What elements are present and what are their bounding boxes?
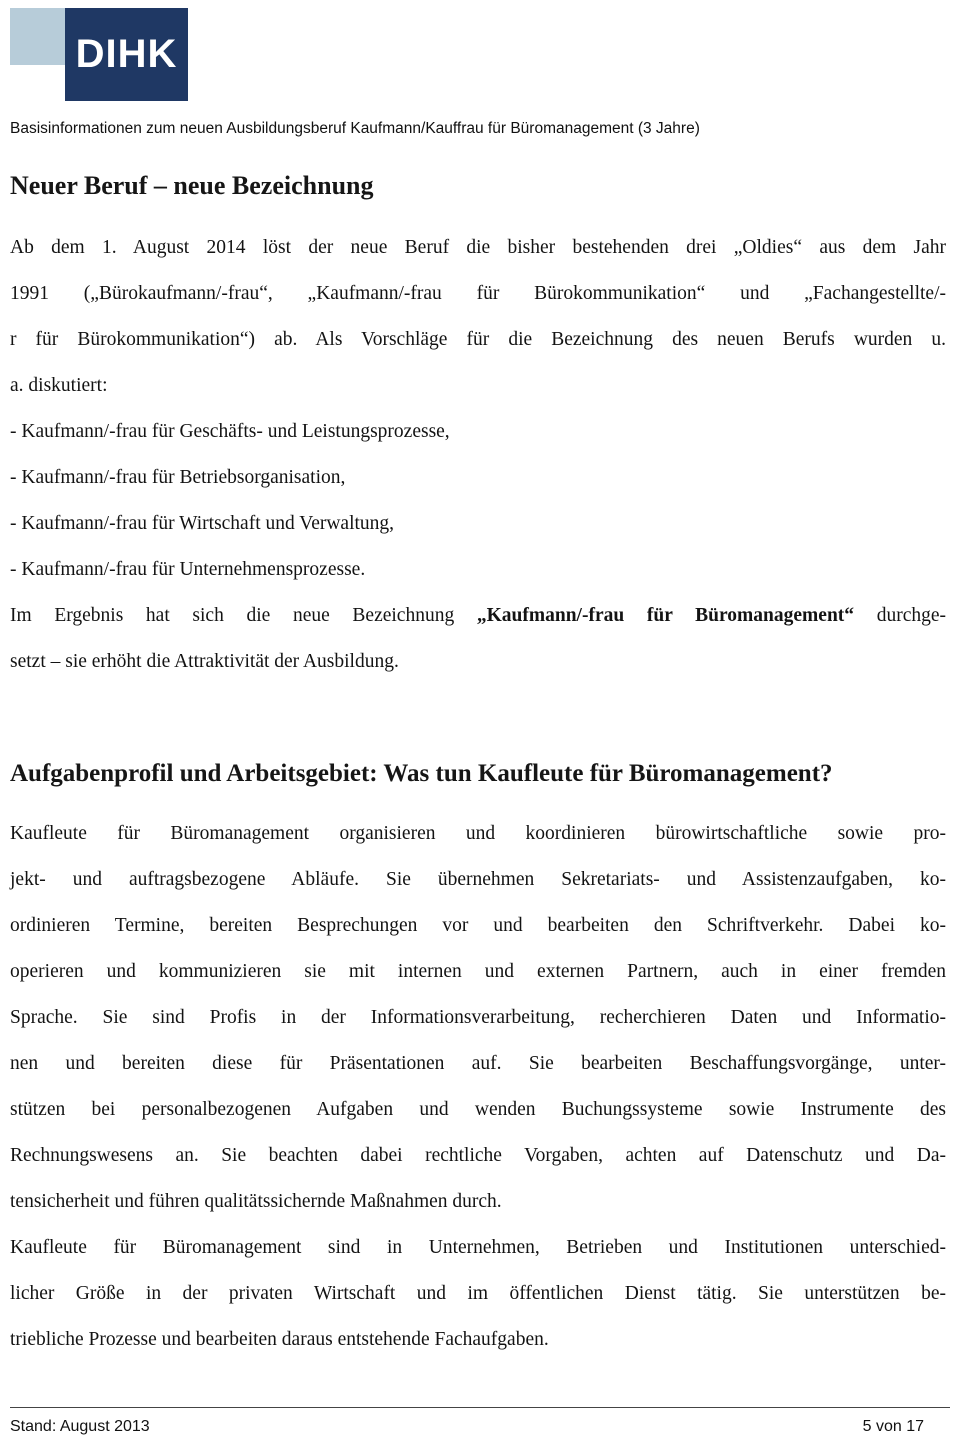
footer <box>10 1414 924 1440</box>
paragraph-line: jekt- und auftragsbezogene Abläufe. Sie übernehmen Sekretariats- und Assistenzaufgaben, ko- <box>10 869 946 890</box>
paragraph-line: operieren und kommunizieren sie mit internen und externen Partnern, auch in einer fremden <box>10 961 946 982</box>
section1-paragraph1 <box>10 225 946 409</box>
paragraph-text: Im Ergebnis hat sich die neue Bezeichnung <box>10 605 477 626</box>
section2-paragraph1 <box>10 811 946 1225</box>
section1-paragraph2 <box>10 593 946 685</box>
section2-title: Aufgabenprofil und Arbeitsgebiet: Was tun Kaufleute für Büromanagement? <box>10 760 833 787</box>
footer-divider <box>10 1407 950 1408</box>
paragraph-line: setzt – sie erhöht die Attraktivität der Ausbildung. <box>10 651 399 672</box>
paragraph-line: Kaufleute für Büromanagement organisieren und koordinieren bürowirtschaftliche sowie pro- <box>10 823 946 844</box>
paragraph-line: tensicherheit und führen qualitätssichernde Maßnahmen durch. <box>10 1191 502 1212</box>
dihk-logo <box>10 8 946 103</box>
doc-subtitle: Basisinformationen zum neuen Ausbildungsberuf Kaufmann/Kauffrau für Büromanagement (3 Jahre) <box>10 120 700 137</box>
paragraph-line: r für Bürokommunikation“) ab. Als Vorschläge für die Bezeichnung des neuen Berufs wurden u. <box>10 329 946 350</box>
paragraph-line: licher Größe in der privaten Wirtschaft und im öffentlichen Dienst tätig. Sie unterstützen be- <box>10 1283 946 1304</box>
paragraph-text: durchge- <box>854 605 946 626</box>
logo-text: DIHK <box>75 32 178 76</box>
page-number: 5 von 17 <box>862 1418 924 1435</box>
paragraph-line: triebliche Prozesse und bearbeiten daraus entstehende Fachaufgaben. <box>10 1329 549 1350</box>
section1-list <box>10 409 946 593</box>
list-item: - Kaufmann/-frau für Wirtschaft und Verwaltung, <box>10 513 395 534</box>
paragraph-line: Rechnungswesens an. Sie beachten dabei rechtliche Vorgaben, achten auf Datenschutz und Da- <box>10 1145 946 1166</box>
paragraph-line <box>10 593 946 639</box>
bold-term: „Kaufmann/-frau für Büromanagement“ <box>476 605 855 626</box>
paragraph-line: Sprache. Sie sind Profis in der Informationsverarbeitung, recherchieren Daten und Informatio- <box>10 1007 946 1028</box>
paragraph-line: a. diskutiert: <box>10 375 108 396</box>
paragraph-line: ordinieren Termine, bereiten Besprechungen vor und bearbeiten den Schriftverkehr. Dabei ko- <box>10 915 946 936</box>
section1-title: Neuer Beruf – neue Bezeichnung <box>10 171 374 200</box>
paragraph-line: Kaufleute für Büromanagement sind in Unternehmen, Betrieben und Institutionen unterschied- <box>10 1237 946 1258</box>
paragraph-line: Ab dem 1. August 2014 löst der neue Beruf die bisher bestehenden drei „Oldies“ aus dem Jahr <box>10 237 946 258</box>
paragraph-line: stützen bei personalbezogenen Aufgaben und wenden Buchungssysteme sowie Instrumente des <box>10 1099 946 1120</box>
list-item: - Kaufmann/-frau für Unternehmensprozesse. <box>10 559 366 580</box>
list-item: - Kaufmann/-frau für Betriebsorganisation, <box>10 467 346 488</box>
logo-lightblue-square <box>10 8 65 65</box>
logo-navy-square <box>65 8 188 101</box>
footer-status: Stand: August 2013 <box>10 1418 150 1435</box>
paragraph-line: nen und bereiten diese für Präsentationen auf. Sie bearbeiten Beschaffungsvorgänge, unter- <box>10 1053 946 1074</box>
section2-paragraph2 <box>10 1225 946 1363</box>
list-item: - Kaufmann/-frau für Geschäfts- und Leistungsprozesse, <box>10 421 450 442</box>
paragraph-line: 1991 („Bürokaufmann/-frau“, „Kaufmann/-frau für Bürokommunikation“ und „Fachangestellte/- <box>10 283 946 304</box>
